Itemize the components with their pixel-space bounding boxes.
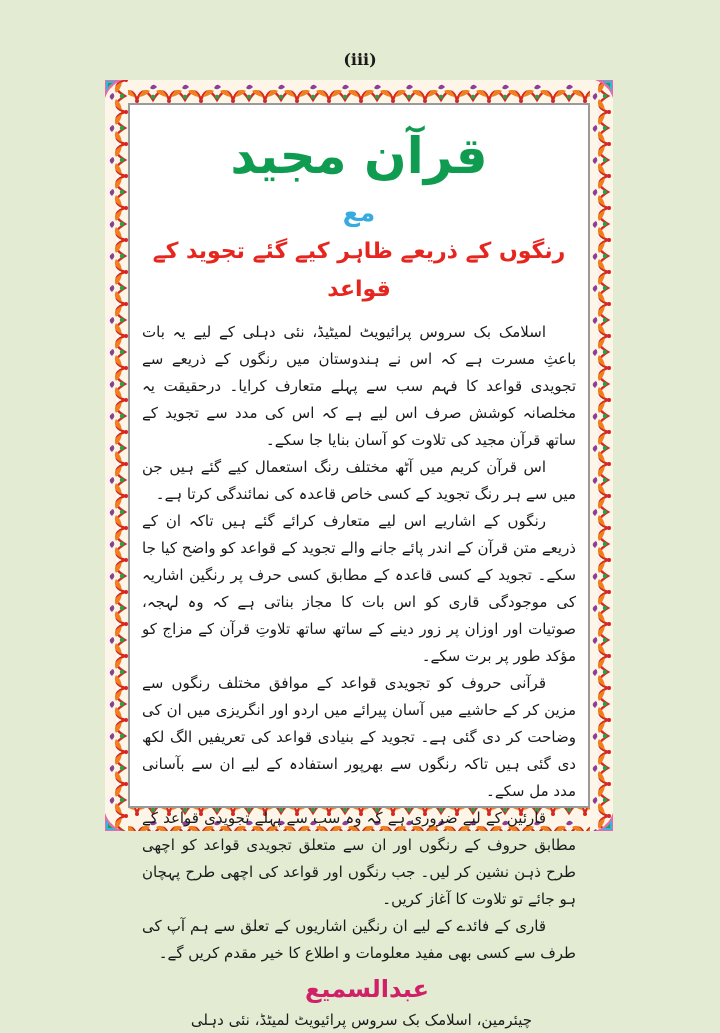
main-title: قرآن مجید	[230, 127, 488, 185]
signature: عبدالسمیع	[305, 975, 429, 1003]
paragraph-4: قرآنی حروف کو تجویدی قواعد کے موافق مختلف رنگوں سے مزین کر کے حاشیے میں آسان پیرائے میں اردو اور انگریزی میں ان کی وضاحت کر دی گئی ہے۔ تجوید کے بنیادی قواعد کی تعریفیں الگ لکھ دی گئی ہیں تاکہ رنگوں سے بھرپور استفادہ کے لیے ان سے بآسانی مدد مل سکے۔	[142, 674, 576, 800]
ornamental-frame	[105, 80, 613, 1029]
document-page	[128, 103, 590, 1029]
paragraph-1: اسلامک بک سروس پرائیویٹ لمیٹیڈ، نئی دہلی کے لیے یہ بات باعثِ مسرت ہے کہ اس نے ہندوستان میں رنگوں کے ذریعے سے تجویدی قواعد کا فہم سب سے پہلے متعارف کرایا۔ درحقیقت یہ مخلصانہ کوشش صرف اس لیے ہے کہ اس کی مدد سے تجوید کے ساتھ قرآن مجید کی تلاوت کو آسان بنایا جا سکے۔	[142, 323, 576, 449]
subtitle-with-word: مع	[342, 198, 376, 227]
paragraph-6: قاری کے فائدے کے لیے ان رنگین اشاریوں کے تعلق سے ہم آپ کی طرف سے کسی بھی مفید معلومات و اطلاع کا خیر مقدم کریں گے۔	[142, 917, 576, 962]
chairman-byline: چیئرمین، اسلامک بک سروس پرائیویٹ لمیٹڈ، نئی دہلی	[190, 1011, 532, 1029]
signature-block	[190, 973, 532, 1033]
preface-body	[142, 319, 576, 967]
paragraph-2: اس قرآن کریم میں آٹھ مختلف رنگ استعمال کیے گئے ہیں جن میں سے ہر رنگ تجوید کے کسی خاص قاعدہ کی نمائندگی کرتا ہے۔	[142, 458, 576, 503]
paragraph-5: قارئین کے لیے ضروری ہے کہ وہ سب سے پہلے تجویدی قواعد کے مطابق حروف کے رنگوں اور ان سے متعلق تجویدی قواعد کو اچھی طرح ذہن نشین کر لیں۔ جب رنگوں اور قواعد کی اچھی طرح پہچان ہو جائے تو تلاوت کا آغاز کریں۔	[142, 809, 576, 908]
page-number: (iii)	[343, 50, 377, 69]
subtitle: رنگوں کے ذریعے ظاہر کیے گئے تجوید کے قواعد	[152, 239, 566, 302]
paragraph-3: رنگوں کے اشاریے اس لیے متعارف کرائے گئے ہیں تاکہ ان کے ذریعے متن قرآن کے اندر پائے جانے والے تجوید کے قواعد کو واضح کیا جا سکے۔ تجوید کے کسی قاعدہ کے مطابق کسی حرف پر رنگین اشاریہ کی موجودگی قاری کو اس بات کا مجاز بناتی ہے کہ وہ لہجہ، صوتیات اور اوزان پر زور دینے کے ساتھ ساتھ تلاوتِ قرآن کے مزاج کو مؤکد طور پر برت سکے۔	[142, 512, 576, 665]
